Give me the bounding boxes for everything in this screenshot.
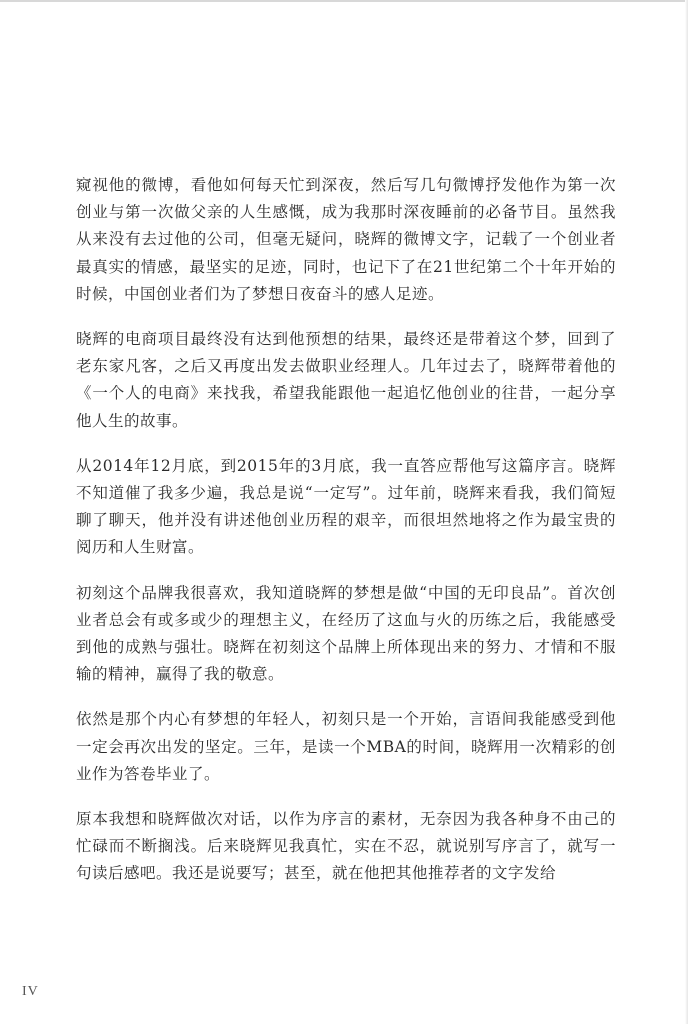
paragraph-4: 初刻这个品牌我很喜欢，我知道晓辉的梦想是做“中国的无印良品”。首次创业者总会有或多或少的理想主义，在经历了这血与火的历练之后，我能感受到他的成熟与强壮。晓辉在初刻这个品牌上所体现出来的努力、才情和不服输的精神，赢得了我的敬意。 — [76, 583, 616, 684]
paragraph-5: 依然是那个内心有梦想的年轻人，初刻只是一个开始，言语间我能感受到他一定会再次出发的坚定。三年，是读一个MBA的时间，晓辉用一次精彩的创业作为答卷毕业了。 — [76, 710, 616, 783]
paragraph-2: 晓辉的电商项目最终没有达到他预想的结果，最终还是带着这个梦，回到了老东家凡客，之后又再度出发去做职业经理人。几年过去了，晓辉带着他的《一个人的电商》来找我，希望我能跟他一起追忆他创业的往昔，一起分享他人生的故事。 — [76, 330, 616, 430]
page-top-edge — [0, 0, 688, 2]
page-number: IV — [22, 984, 39, 999]
page-body — [76, 172, 616, 906]
paragraph-3: 从2014年12月底，到2015年的3月底，我一直答应帮他写这篇序言。晓辉不知道催了我多少遍，我总是说“一定写”。过年前，晓辉来看我，我们简短聊了聊天，他并没有讲述他创业历程的艰辛，而很坦然地将之作为最宝贵的阅历和人生财富。 — [76, 456, 616, 557]
paragraph-1: 窥视他的微博，看他如何每天忙到深夜，然后写几句微博抒发他作为第一次创业与第一次做父亲的人生感慨，成为我那时深夜睡前的必备节目。虽然我从来没有去过他的公司，但毫无疑问，晓辉的微博文字，记载了一个创业者最真实的情感，最坚实的足迹，同时，也记下了在21世纪第二个十年开始的时候，中国创业者们为了梦想日夜奋斗的感人足迹。 — [76, 176, 616, 303]
paragraph-6: 原本我想和晓辉做次对话，以作为序言的素材，无奈因为我各种身不由己的忙碌而不断搁浅。后来晓辉见我真忙，实在不忍，就说别写序言了，就写一句读后感吧。我还是说要写；甚至，就在他把其他推荐者的文字发给 — [76, 810, 616, 883]
